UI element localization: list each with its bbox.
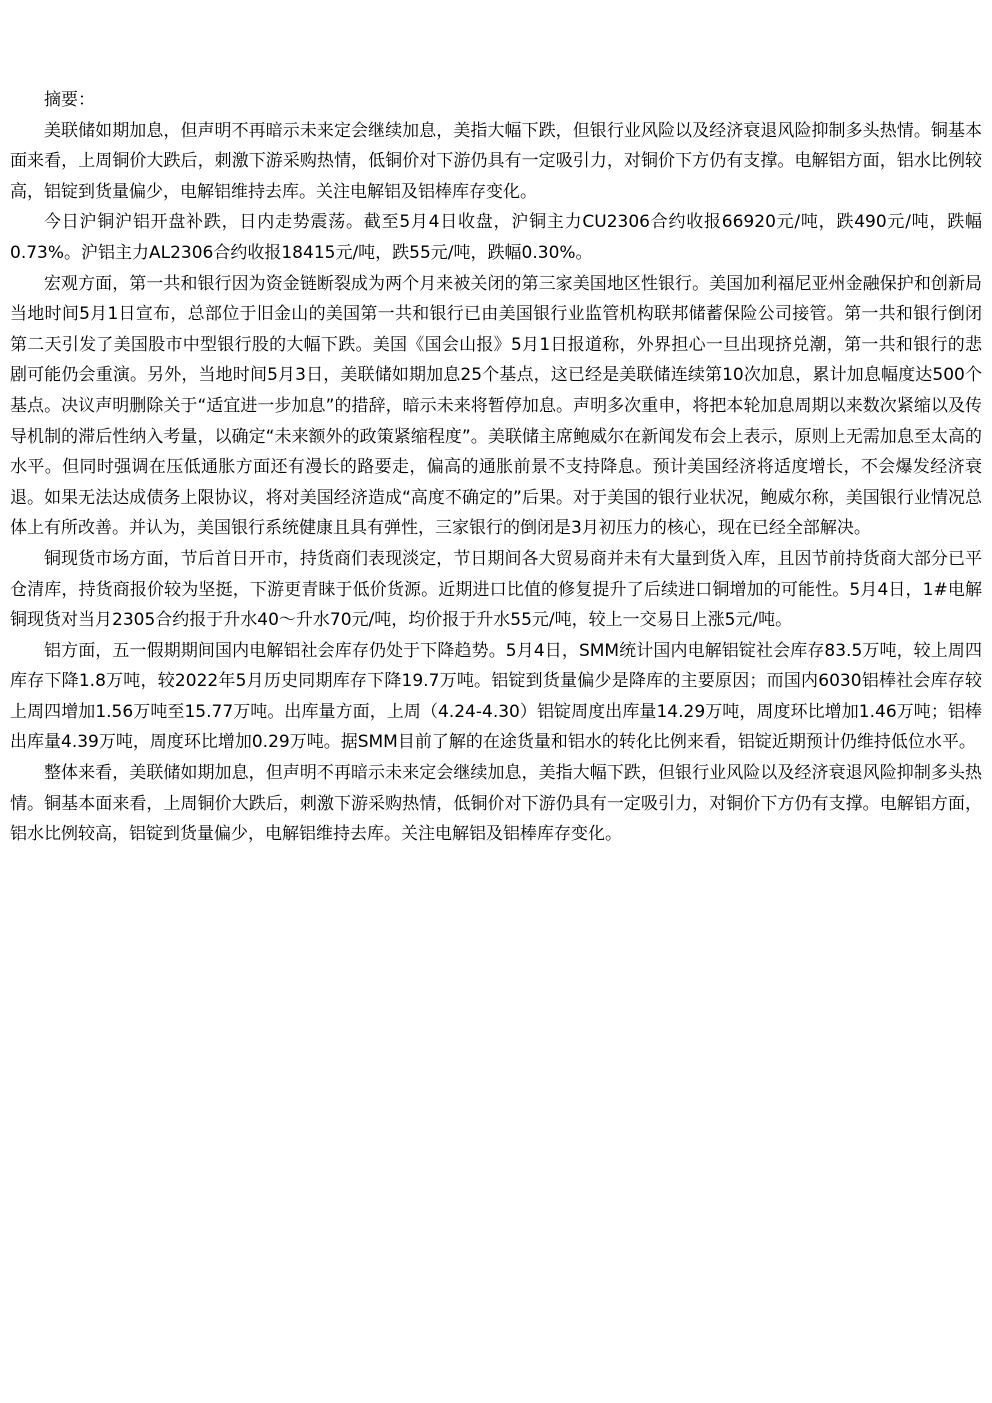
- copper-spot-paragraph: 铜现货市场方面，节后首日开市，持货商们表现淡定，节日期间各大贸易商并未有大量到货入库，且因节前持货商大部分已平仓清库，持货商报价较为坚挺，下游更青睐于低价货源。近期进口比值的修复提升了后续进口铜增加的可能性。5月4日，1#电解铜现货对当月2305合约报于升水40～升水70元/吨，均价报于升水55元/吨，较上一交易日上涨5元/吨。: [10, 548, 982, 631]
- market-close-paragraph: 今日沪铜沪铝开盘补跌，日内走势震荡。截至5月4日收盘，沪铜主力CU2306合约收报66920元/吨，跌490元/吨，跌幅0.73%。沪铝主力AL2306合约收报18415元/吨，跌55元/吨，跌幅0.30%。: [10, 212, 982, 263]
- document-body: [10, 85, 982, 850]
- macro-paragraph: 宏观方面，第一共和银行因为资金链断裂成为两个月来被关闭的第三家美国地区性银行。美国加利福尼亚州金融保护和创新局当地时间5月1日宣布，总部位于旧金山的美国第一共和银行已由美国银行业监管机构联邦储蓄保险公司接管。第一共和银行倒闭第二天引发了美国股市中型银行股的大幅下跌。美国《国会山报》5月1日报道称，外界担心一旦出现挤兑潮，第一共和银行的悲剧可能仍会重演。另外，当地时间5月3日，美联储如期加息25个基点，这已经是美联储连续第10次加息，累计加息幅度达500个基点。决议声明删除关于“适宜进一步加息”的措辞，暗示未来将暂停加息。声明多次重申，将把本轮加息周期以来数次紧缩以及传导机制的滞后性纳入考量，以确定“未来额外的政策紧缩程度”。美联储主席鲍威尔在新闻发布会上表示，原则上无需加息至太高的水平。但同时强调在压低通胀方面还有漫长的路要走，偏高的通胀前景不支持降息。预计美国经济将适度增长，不会爆发经济衰退。如果无法达成债务上限协议，将对美国经济造成“高度不确定的”后果。对于美国的银行业状况，鲍威尔称，美国银行业情况总体上有所改善。并认为，美国银行系统健康且具有弹性，三家银行的倒闭是3月初压力的核心，现在已经全部解决。: [10, 273, 982, 539]
- abstract-heading: 摘要：: [44, 90, 95, 110]
- abstract-summary-paragraph: 美联储如期加息，但声明不再暗示未来定会继续加息，美指大幅下跌，但银行业风险以及经济衰退风险抑制多头热情。铜基本面来看，上周铜价大跌后，刺激下游采购热情，低铜价对下游仍具有一定吸引力，对铜价下方仍有支撑。电解铝方面，铝水比例较高，铝锭到货量偏少，电解铝维持去库。关注电解铝及铝棒库存变化。: [10, 120, 982, 202]
- conclusion-paragraph: 整体来看，美联储如期加息，但声明不再暗示未来定会继续加息，美指大幅下跌，但银行业风险以及经济衰退风险抑制多头热情。铜基本面来看，上周铜价大跌后，刺激下游采购热情，低铜价对下游仍具有一定吸引力，对铜价下方仍有支撑。电解铝方面，铝水比例较高，铝锭到货量偏少，电解铝维持去库。关注电解铝及铝棒库存变化。: [10, 763, 982, 845]
- aluminum-paragraph: 铝方面，五一假期期间国内电解铝社会库存仍处于下降趋势。5月4日，SMM统计国内电解铝锭社会库存83.5万吨，较上周四库存下降1.8万吨，较2022年5月历史同期库存下降19.7万吨。铝锭到货量偏少是降库的主要原因；而国内6030铝棒社会库存较上周四增加1.56万吨至15.77万吨。出库量方面，上周（4.24-4.30）铝锭周度出库量14.29万吨，周度环比增加1.46万吨；铝棒出库量4.39万吨，周度环比增加0.29万吨。据SMM目前了解的在途货量和铝水的转化比例来看，铝锭近期预计仍维持低位水平。: [10, 640, 982, 753]
